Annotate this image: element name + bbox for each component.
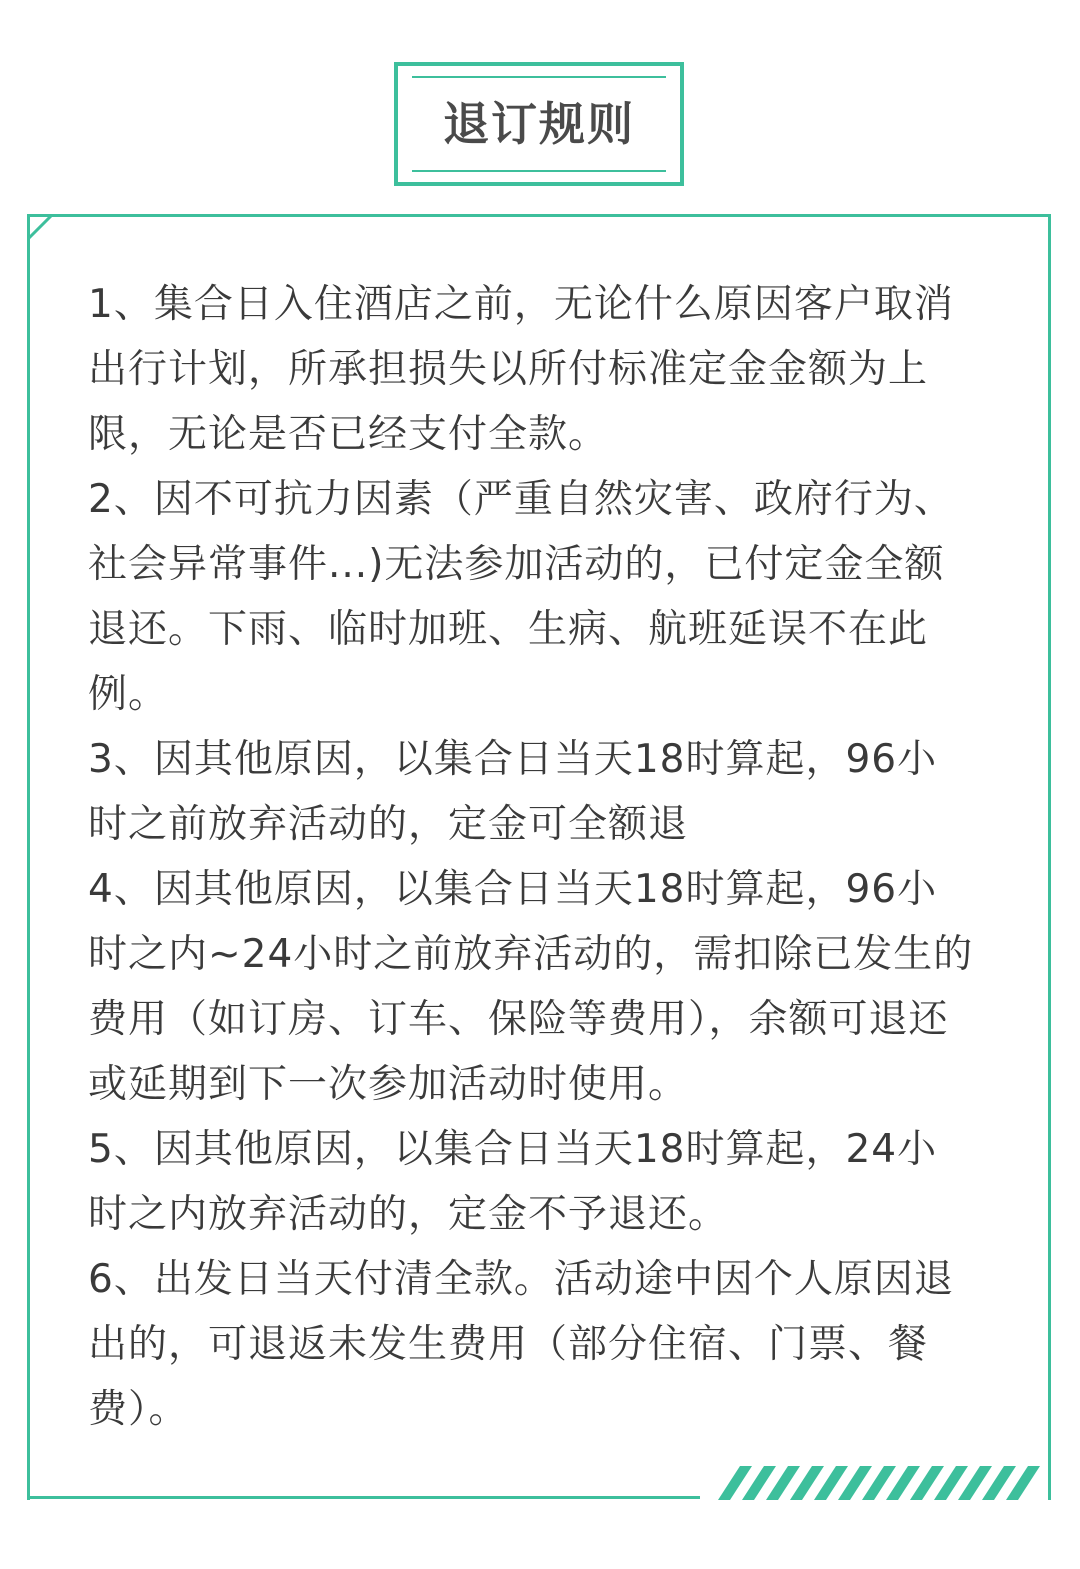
- rule-line: 退还。下雨、临时加班、生病、航班延误不在此: [88, 607, 929, 652]
- rule-line: 时之内~24小时之前放弃活动的，需扣除已发生的: [88, 932, 974, 977]
- rules-text: [88, 272, 993, 1442]
- rule-line: 4、因其他原因，以集合日当天18时算起，96小: [88, 867, 938, 912]
- rule-line: 3、因其他原因，以集合日当天18时算起，96小: [88, 737, 938, 782]
- title-box: [394, 62, 684, 186]
- rule-line: 6、出发日当天付清全款。活动途中因个人原因退: [88, 1257, 954, 1302]
- page-title: 退订规则: [443, 97, 635, 151]
- rule-line: 或延期到下一次参加活动时使用。: [88, 1062, 689, 1107]
- rule-line: 社会异常事件...)无法参加活动的，已付定金全额: [88, 542, 945, 587]
- rule-line: 2、因不可抗力因素（严重自然灾害、政府行为、: [88, 477, 954, 522]
- rule-line: 5、因其他原因，以集合日当天18时算起，24小: [88, 1127, 938, 1172]
- rule-line: 费用（如订房、订车、保险等费用），余额可退还: [88, 997, 949, 1042]
- rule-line: 出的，可退返未发生费用（部分住宿、门票、餐: [88, 1322, 929, 1367]
- frame-bottom-line: [27, 1496, 700, 1499]
- rule-line: 时之内放弃活动的，定金不予退还。: [88, 1192, 729, 1237]
- rule-line: 时之前放弃活动的，定金可全额退: [88, 802, 689, 847]
- rule-line: 1、集合日入住酒店之前，无论什么原因客户取消: [88, 282, 954, 327]
- stripe-decoration: [718, 1466, 1040, 1500]
- rule-line: 出行计划，所承担损失以所付标准定金金额为上: [88, 347, 929, 392]
- title-bottom-line: [412, 170, 666, 172]
- rule-line: 限，无论是否已经支付全款。: [88, 412, 609, 457]
- rule-line: 例。: [88, 672, 169, 717]
- rule-line: 费）。: [88, 1387, 189, 1432]
- corner-decoration: [27, 214, 67, 254]
- title-top-line: [412, 76, 666, 78]
